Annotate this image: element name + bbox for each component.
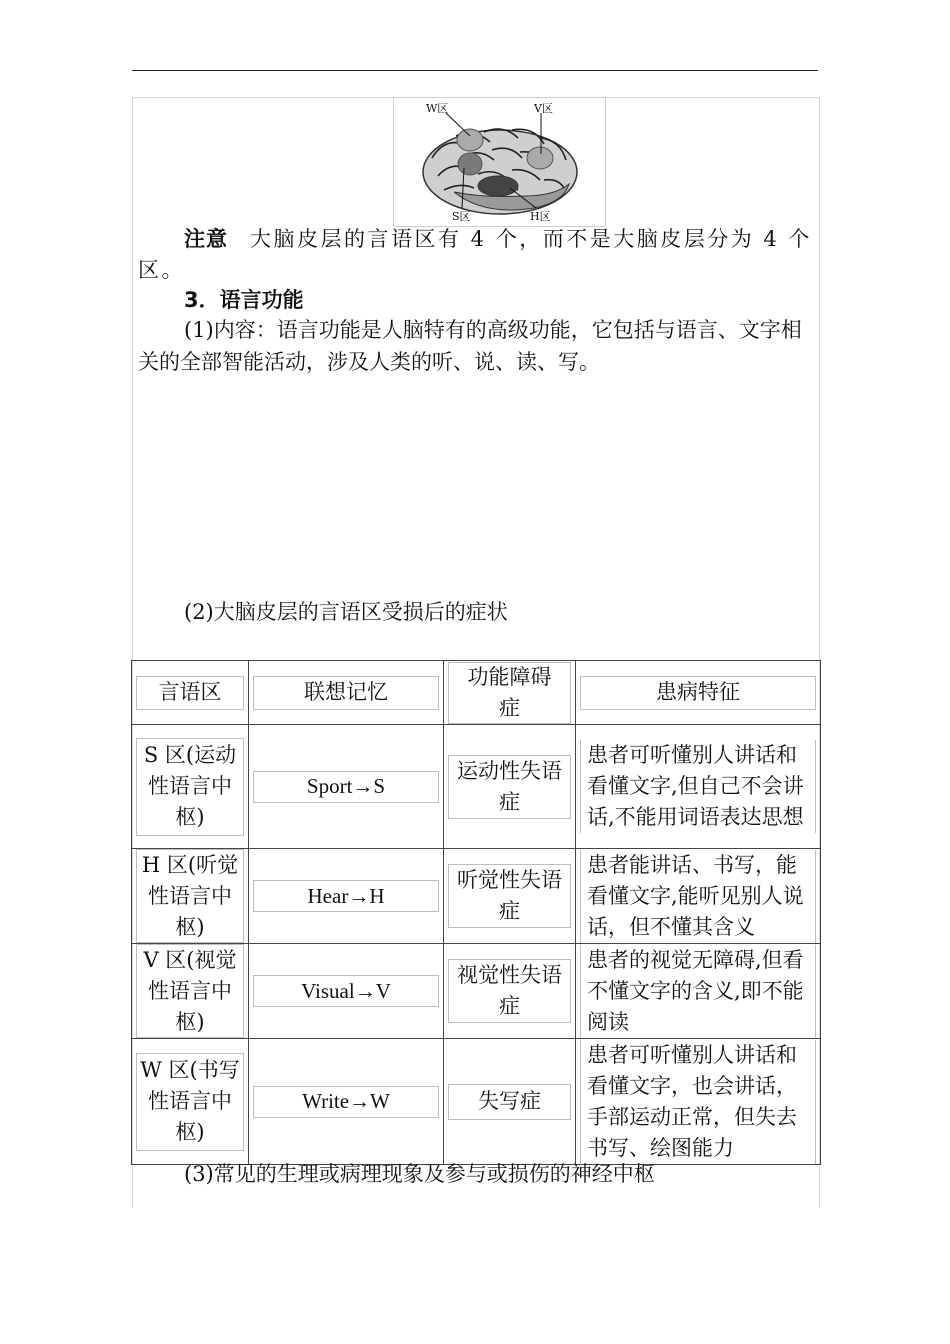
feature-cell: 患者能讲话、书写，能看懂文字,能听见别人说话，但不懂其含义 — [576, 849, 821, 944]
table-row — [132, 1039, 821, 1165]
area-cell: S 区(运动性语言中枢) — [132, 725, 249, 849]
disorder-cell: 听觉性失语症 — [444, 849, 576, 944]
feature-cell: 患者可听懂别人讲话和看懂文字，也会讲话，手部运动正常，但失去书写、绘图能力 — [576, 1039, 821, 1165]
header-cell: 言语区 — [132, 661, 249, 725]
area-cell: H 区(听觉性语言中枢) — [132, 849, 249, 944]
area-cell: W 区(书写性语言中枢) — [132, 1039, 249, 1165]
disorder-cell: 视觉性失语症 — [444, 944, 576, 1039]
table-row — [132, 944, 821, 1039]
memory-cell: Write→W — [249, 1039, 444, 1165]
v-area-label: V区 — [534, 102, 553, 115]
memory-cell: Hear→H — [249, 849, 444, 944]
memory-cell: Visual→V — [249, 944, 444, 1039]
memory-cell: Sport→S — [249, 725, 444, 849]
feature-cell: 患者可听懂别人讲话和看懂文字,但自己不会讲话,不能用词语表达思想 — [576, 725, 821, 849]
header-cell: 患病特征 — [576, 661, 821, 725]
h-area-label: H区 — [530, 210, 551, 223]
table-row — [132, 849, 821, 944]
note-paragraph — [138, 224, 816, 286]
s-area-label: S区 — [452, 210, 471, 223]
disorder-cell: 失写症 — [444, 1039, 576, 1165]
header-cell: 功能障碍症 — [444, 661, 576, 725]
area-cell: V 区(视觉性语言中枢) — [132, 944, 249, 1039]
table-row — [132, 725, 821, 849]
language-area-table — [131, 660, 821, 1165]
symptoms-intro: (2)大脑皮层的言语区受损后的症状 — [184, 600, 508, 624]
brain-illustration — [394, 98, 605, 226]
header-cell: 联想记忆 — [249, 661, 444, 725]
phenomena-intro: (3)常见的生理或病理现象及参与或损伤的神经中枢 — [184, 1162, 655, 1186]
header-rule — [132, 70, 818, 71]
table-header-row — [132, 661, 821, 725]
content-paragraph: (1)内容：语言功能是人脑特有的高级功能，它包括与语言、文字相关的全部智能活动，涉及人类的听、说、读、写。 — [138, 318, 802, 374]
feature-cell: 患者的视觉无障碍,但看不懂文字的含义,即不能阅读 — [576, 944, 821, 1039]
disorder-cell: 运动性失语症 — [444, 725, 576, 849]
w-area-label: W区 — [426, 102, 449, 115]
note-keyword: 注意 — [184, 227, 228, 251]
note-text: 大脑皮层的言语区有 4 个，而不是大脑皮层分为 4 个区。 — [138, 227, 812, 282]
section-heading: 3．语言功能 — [184, 288, 304, 312]
brain-figure — [393, 97, 606, 227]
